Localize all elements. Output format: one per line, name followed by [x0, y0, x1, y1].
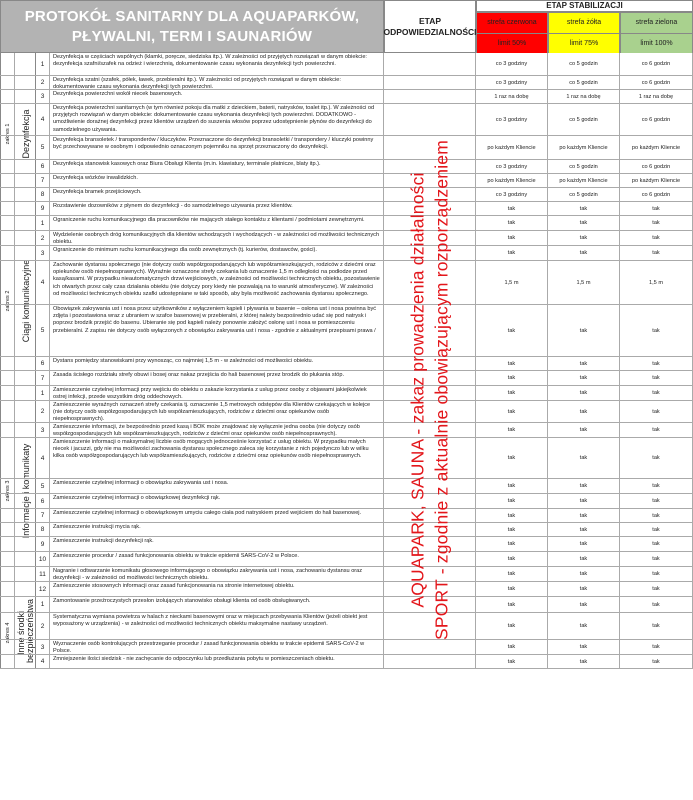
row-description: Wydzielenie osobnych dróg komunikacyjnych dla klientów wchodzących i wychodzących - w zależności od możliwości technicznych obiektu.: [50, 231, 384, 245]
row-number: 4: [36, 261, 50, 304]
row-number: 2: [36, 401, 50, 422]
group-name-label: Informacje i komunikaty: [20, 443, 31, 539]
row-value-red: po każdym Kliencie: [476, 136, 548, 159]
row-value-yellow: tak: [548, 523, 620, 536]
row-description: Dezynfekcja w częściach wspólnych (klamki, poręcze, siedziska itp.). W zależności od przyjętych rozwiązań w danym obiekcie: dezynfekcja szafni/szafek na odzież i wierzchnią, dokumentowanie czasu wykonania dezynfekcji tych powierzchni.: [50, 53, 384, 75]
row-etap-cell: [384, 582, 476, 596]
row-number: 5: [36, 305, 50, 356]
row-description: Zasada ścisłego rozdziału strefy obuwi i bosej oraz nakaz przejścia do hali basenowej przez brodzik do płukania stóp.: [50, 371, 384, 385]
row-value-green: co 6 godzin: [620, 53, 693, 75]
row-description: Zamieszczenie stosownych informacji oraz zasad funkcjonowania na stronie internetowej obiektu.: [50, 582, 384, 596]
row-value-green: co 6 godzin: [620, 104, 693, 135]
row-description: Obowiązek zakrywania ust i nosa przez użytkowników z wyłączeniem kąpieli i pływania w basenie – osłona ust i nosa powinna być zdjęta i pozostawiona wraz z ubraniem w szafce basenowej w przebieralni, z której należy bezpośrednio udać się pod natrysk i poprzez brodzik przejść do basenu. Ubieranie się pod kąpieli należy ponownie założyć osłonę ust i nosa w pomieszczeniu przebieralni. Z zapisu nie dotyczy osób wyłączonych z obowiązku zakrywania ust i nosa - zgodnie z aktualnymi przepisami prawa /: [50, 305, 384, 356]
row-value-red: tak: [476, 552, 548, 566]
row-value-yellow: tak: [548, 246, 620, 260]
row-number: 3: [36, 246, 50, 260]
table-row: [0, 613, 693, 640]
table-row: [0, 523, 693, 537]
row-etap-cell: [384, 231, 476, 245]
row-etap-cell: [384, 202, 476, 215]
table-row: [0, 76, 693, 90]
stamp-line-1: AQUAPARK, SAUNA - zakaz prowadzenia działalności: [407, 172, 428, 608]
row-value-yellow: tak: [548, 438, 620, 478]
row-value-green: tak: [620, 509, 693, 522]
row-value-red: co 3 godziny: [476, 104, 548, 135]
row-value-red: tak: [476, 202, 548, 215]
row-value-green: tak: [620, 613, 693, 639]
row-value-yellow: tak: [548, 613, 620, 639]
row-number: 2: [36, 231, 50, 245]
table-row: [0, 640, 693, 655]
row-etap-cell: [384, 136, 476, 159]
group-zakres-label: zakres 3: [4, 480, 11, 502]
row-value-green: tak: [620, 386, 693, 400]
row-value-green: co 6 godzin: [620, 188, 693, 201]
row-description: Rozstawienie dozowników z płynem do dezynfekcji - do samodzielnego używania przez klientów.: [50, 202, 384, 215]
row-value-green: tak: [620, 371, 693, 385]
row-etap-cell: [384, 386, 476, 400]
table-row: [0, 188, 693, 202]
table-row: [0, 216, 693, 231]
row-etap-cell: [384, 104, 476, 135]
table-row: [0, 160, 693, 174]
row-value-red: tak: [476, 537, 548, 551]
row-description: Dezynfekcja powierzchni wokół niecek basenowych.: [50, 90, 384, 103]
zone-red-limit: limit 50%: [477, 34, 547, 53]
row-value-yellow: po każdym Kliencie: [548, 174, 620, 187]
row-description: Zamieszczenie czytelnej informacji o obowiązku zakrywania ust i nosa.: [50, 479, 384, 493]
table-row: [0, 423, 693, 438]
table-row: [0, 104, 693, 136]
row-etap-cell: [384, 537, 476, 551]
row-value-yellow: tak: [548, 597, 620, 612]
zone-green-limit: limit 100%: [621, 34, 692, 53]
row-etap-cell: [384, 160, 476, 173]
row-value-green: tak: [620, 438, 693, 478]
row-value-red: tak: [476, 371, 548, 385]
group-zakres-label: zakres 2: [4, 290, 11, 311]
row-number: 5: [36, 136, 50, 159]
table-row: [0, 53, 693, 76]
row-number: 11: [36, 567, 50, 581]
row-description: Dezynfekcja powierzchni sanitarnych (w tym również pokoju dla matki z dzieckiem, baterii, natrysków, toalet itp.). W zależności od przyjętych rozwiązań w danym obiekcie: dokumentowanie czasu wykonania dezynfekcji tych powierzchni. DODATKOWO - umożliwienie dorażnej dezynfekcji przez klientów urządzeń do suszenia włosów poprzez udostępnienie płynów do dezynfekcji do samodzielnego używania.: [50, 104, 384, 135]
row-value-yellow: tak: [548, 202, 620, 215]
table-row: [0, 371, 693, 386]
row-value-green: po każdym Kliencie: [620, 174, 693, 187]
row-etap-cell: [384, 246, 476, 260]
table-row: [0, 537, 693, 552]
row-value-green: tak: [620, 423, 693, 437]
row-value-red: tak: [476, 246, 548, 260]
row-value-green: tak: [620, 357, 693, 370]
row-value-green: tak: [620, 582, 693, 596]
row-value-yellow: tak: [548, 552, 620, 566]
row-value-red: tak: [476, 438, 548, 478]
row-number: 1: [36, 597, 50, 612]
row-value-red: tak: [476, 582, 548, 596]
row-etap-cell: [384, 305, 476, 356]
row-description: Dezynfekcja szatni (szafek, półek, ławek, przebieralni itp.). W zależności od przyjętych rozwiązań w danym obiekcie: dokumentowanie czasu wykonania dezynfekcji tych powierzchni.: [50, 76, 384, 89]
row-number: 4: [36, 438, 50, 478]
row-value-green: co 6 godzin: [620, 76, 693, 89]
row-description: Zamieszczenie czytelnej informacji o obowiązkowej dezynfekcji rąk.: [50, 494, 384, 508]
row-etap-cell: [384, 53, 476, 75]
row-description: Zmniejszenie ilości siedzisk - nie zachęcanie do odpoczynku lub przedłużania pobytu w pomieszczeniach obiektu.: [50, 655, 384, 668]
row-value-red: tak: [476, 613, 548, 639]
row-value-yellow: 1,5 m: [548, 261, 620, 304]
row-number: 5: [36, 479, 50, 493]
row-value-green: tak: [620, 494, 693, 508]
table-row: [0, 567, 693, 582]
row-value-yellow: tak: [548, 640, 620, 654]
table-row: [0, 231, 693, 246]
row-etap-cell: [384, 597, 476, 612]
row-etap-cell: [384, 567, 476, 581]
zone-yellow-name: strefa żółta: [549, 13, 619, 34]
row-number: 2: [36, 613, 50, 639]
row-value-green: tak: [620, 401, 693, 422]
row-etap-cell: [384, 357, 476, 370]
row-value-red: tak: [476, 597, 548, 612]
row-number: 7: [36, 371, 50, 385]
row-description: Dezynfekcja wózków inwalidzkich.: [50, 174, 384, 187]
row-value-green: tak: [620, 552, 693, 566]
row-description: Ograniczenie ruchu komunikacyjnego dla pracowników nie mających stałego kontaktu z klientami / podmiotami zewnętrznymi.: [50, 216, 384, 230]
zone-red-header: [476, 12, 548, 53]
row-etap-cell: [384, 613, 476, 639]
stabilization-header: ETAP STABILIZACJI: [476, 0, 693, 12]
row-value-yellow: co 5 godzin: [548, 53, 620, 75]
row-value-green: 1 raz na dobę: [620, 90, 693, 103]
row-etap-cell: [384, 640, 476, 654]
row-value-red: 1 raz na dobę: [476, 90, 548, 103]
row-etap-cell: [384, 371, 476, 385]
row-value-yellow: tak: [548, 401, 620, 422]
row-etap-cell: [384, 509, 476, 522]
row-number: 6: [36, 160, 50, 173]
row-value-red: co 3 godziny: [476, 53, 548, 75]
table-row: [0, 90, 693, 104]
row-description: Dystans pomiędzy stanowiskami przy wynosząc, co najmniej 1,5 m - w zależności od możliwości obiektu.: [50, 357, 384, 370]
row-value-green: tak: [620, 640, 693, 654]
row-value-red: tak: [476, 640, 548, 654]
row-number: 1: [36, 216, 50, 230]
table-row: [0, 174, 693, 188]
row-value-green: tak: [620, 216, 693, 230]
row-etap-cell: [384, 523, 476, 536]
row-number: 12: [36, 582, 50, 596]
table-row: [0, 597, 693, 613]
row-number: 3: [36, 90, 50, 103]
row-value-red: 1,5 m: [476, 261, 548, 304]
row-number: 4: [36, 655, 50, 668]
table-row: [0, 438, 693, 479]
row-value-yellow: tak: [548, 357, 620, 370]
row-number: 6: [36, 357, 50, 370]
row-value-green: tak: [620, 479, 693, 493]
group-name-label: Dezynfekcja: [20, 109, 31, 159]
table-row: [0, 246, 693, 261]
row-description: Zamieszczenie wyraźnych oznaczeń strefy czekania tj. oznaczenie 1,5 metrowych odstępów dla Klientów czekających w kolejce (nie dotyczy osób współzgospodarujących lub współzamieszkujących, rodziców z dziećmi oraz opiekunów osób niepełnosprawnych).: [50, 401, 384, 422]
row-value-green: tak: [620, 537, 693, 551]
row-etap-cell: [384, 216, 476, 230]
row-description: Nagranie i odtwarzanie komunikatu głosowego informującego o obowiązku zakrywania ust i nosa, zachowaniu dystansu oraz dezynfekcji - w zależności od możliwości technicznych obiektu.: [50, 567, 384, 581]
row-description: Zachowanie dystansu społecznego (nie dotyczy osób współzgospodarujących lub współzamieszkujących, rodziców z dziećmi oraz opiekunów osób niepełnosprawnych). Wyraźnie oznaczone strefy czekania lub oznaczenie 1,5 m odległości na podłodze przed kasą/kasami. W przypadku nieautomatycznych drzwi wejściowych, w zależności od możliwości technicznych obiektu, pozostawienie ich otwartych przez cały czas działania obiektu (nie dotyczy pory kiedy nie pozwalają na to warunki atmosferyczne). W zależności od możliwości technicznych obiektu szafki udostępniane w taki sposób, aby była możliwość zachowania dystansu społecznego.: [50, 261, 384, 304]
row-value-yellow: tak: [548, 479, 620, 493]
row-value-green: 1,5 m: [620, 261, 693, 304]
row-description: Dezynfekcja stanowisk kasowych oraz Biura Obsługi Klienta (m.in. klawiatury, terminale płatnicze, blaty itp.).: [50, 160, 384, 173]
stamp-line-2: SPORT - zgodnie z aktualnie obowiązującym rozporządzeniem: [431, 139, 452, 641]
row-value-yellow: tak: [548, 509, 620, 522]
row-number: 6: [36, 494, 50, 508]
row-value-red: tak: [476, 231, 548, 245]
row-value-yellow: tak: [548, 655, 620, 668]
zone-yellow-limit: limit 75%: [549, 34, 619, 53]
row-etap-cell: [384, 90, 476, 103]
row-number: 8: [36, 523, 50, 536]
row-etap-cell: [384, 76, 476, 89]
row-number: 10: [36, 552, 50, 566]
row-number: 3: [36, 423, 50, 437]
row-description: Zamieszczenie instrukcji mycia rąk.: [50, 523, 384, 536]
row-value-yellow: tak: [548, 582, 620, 596]
row-description: Zamieszczenie informacji o maksymalnej liczbie osób mogących jednocześnie korzystać z usług obiektu. W przypadku małych niecek i jacuzzi, gdy nie ma możliwości zachowania dystansu społecznego zaleca się korzystanie z nich pojedynczo lub w wilku kilka osób współzgospodarujących lub współzamieszkujących, rodziców z dziećmi oraz opiekunów osób niepełnosprawnych.: [50, 438, 384, 478]
row-value-green: co 6 godzin: [620, 160, 693, 173]
row-value-yellow: 1 raz na dobę: [548, 90, 620, 103]
row-value-red: tak: [476, 567, 548, 581]
row-value-red: tak: [476, 523, 548, 536]
group-zakres-label: zakres 4: [4, 622, 11, 643]
table-row: [0, 494, 693, 509]
row-value-green: tak: [620, 305, 693, 356]
row-value-red: tak: [476, 305, 548, 356]
page-title: PROTOKÓŁ SANITARNY DLA AQUAPARKÓW, PŁYWALNI, TERM I SAUNARIÓW: [0, 0, 384, 53]
row-value-red: tak: [476, 357, 548, 370]
row-description: Systematyczna wymiana powietrza w halach z nieckami basenowymi oraz w miejscach przebywania Klientów (jeżeli obiekt jest wyposażony w urządzenia) - w zależności od możliwości technicznych obiektu maksymalne nastawy urządzeń.: [50, 613, 384, 639]
row-description: Dezynfekcja bransoletek / transponderów / kluczyków. Przeznaczone do dezynfekcji bransoletki / transpondery / kluczyki powinny być przechowywane w osobnym i odpowiednio oznaczonym pojemniku na sprzęt przeznaczony do dezynfekcji.: [50, 136, 384, 159]
row-value-yellow: tak: [548, 567, 620, 581]
row-description: Zamontowanie przeźroczystych przesłon izolujących stanowisko obsługi klienta od osób obsługiwanych.: [50, 597, 384, 612]
group-name-label: Inne środki bezpieczeństwa: [15, 598, 35, 663]
row-number: 9: [36, 202, 50, 215]
row-description: Zamieszczenie informacji, że bezpośrednio przed kasą i BOK może znajdować się wyłącznie jedna osoba (nie dotyczy osób współzgospodarujących lub współzamieszkujących, rodziców z dziećmi oraz opiekunów osób niepełnosprawnych).: [50, 423, 384, 437]
row-value-red: tak: [476, 401, 548, 422]
table-row: [0, 136, 693, 160]
table-row: [0, 401, 693, 423]
row-value-yellow: po każdym Kliencie: [548, 136, 620, 159]
table-row: [0, 582, 693, 597]
row-etap-cell: [384, 552, 476, 566]
table-row: [0, 261, 693, 305]
table-row: [0, 386, 693, 401]
row-etap-cell: [384, 479, 476, 493]
row-description: Dezynfekcja bramek przejściowych.: [50, 188, 384, 201]
row-number: 2: [36, 76, 50, 89]
row-description: Zamieszczenie czytelnej informacji przy wejściu do obiektu o zakazie korzystania z usług przez osoby z objawami jakiejkolwiek ostrej infekcji, przede wszystkim dróg oddechowych.: [50, 386, 384, 400]
row-value-red: po każdym Kliencie: [476, 174, 548, 187]
row-value-yellow: co 5 godzin: [548, 76, 620, 89]
row-value-red: co 3 godziny: [476, 76, 548, 89]
table-row: [0, 357, 693, 371]
table-row: [0, 305, 693, 357]
row-description: Zamieszczenie procedur / zasad funkcjonowania obiektu w trakcie epidemii SARS-CoV-2 w Polsce.: [50, 552, 384, 566]
row-etap-cell: [384, 655, 476, 668]
row-number: 8: [36, 188, 50, 201]
row-value-green: po każdym Kliencie: [620, 136, 693, 159]
row-value-red: tak: [476, 386, 548, 400]
row-description: Wyznaczenie osób kontrolujących przestrzeganie procedur / zasad funkcjonowania obiektu w trakcie epidemii SARS-CoV-2 w Polsce.: [50, 640, 384, 654]
table-row: [0, 509, 693, 523]
row-value-green: tak: [620, 523, 693, 536]
etap-column-header: ETAP ODPOWIEDZIALNOŚCI: [384, 0, 476, 53]
row-description: Zamieszczenie czytelnej informacji o obowiązkowym umyciu całego ciała pod natryskiem przed wejściem do hali basenowej.: [50, 509, 384, 522]
row-etap-cell: [384, 261, 476, 304]
row-number: 1: [36, 53, 50, 75]
table-row: [0, 655, 693, 669]
row-value-yellow: tak: [548, 537, 620, 551]
table-row: [0, 552, 693, 567]
row-value-red: co 3 godziny: [476, 188, 548, 201]
row-value-yellow: co 5 godzin: [548, 160, 620, 173]
row-etap-cell: [384, 494, 476, 508]
row-value-red: tak: [476, 479, 548, 493]
row-value-green: tak: [620, 231, 693, 245]
zone-green-header: [620, 12, 693, 53]
row-value-red: tak: [476, 423, 548, 437]
row-number: 4: [36, 104, 50, 135]
row-description: Ograniczenie do minimum ruchu komunikacyjnego dla osób zewnętrznych (tj. kurierów, dostawców, gości).: [50, 246, 384, 260]
row-number: 7: [36, 509, 50, 522]
group-name-label: Ciągi komunikacyjne: [20, 259, 31, 342]
row-value-yellow: tak: [548, 231, 620, 245]
row-value-yellow: co 5 godzin: [548, 188, 620, 201]
row-value-yellow: tak: [548, 305, 620, 356]
row-value-red: tak: [476, 494, 548, 508]
row-value-yellow: tak: [548, 386, 620, 400]
row-value-green: tak: [620, 597, 693, 612]
row-value-green: tak: [620, 655, 693, 668]
row-etap-cell: [384, 188, 476, 201]
row-number: 3: [36, 640, 50, 654]
row-etap-cell: [384, 401, 476, 422]
row-value-green: tak: [620, 567, 693, 581]
row-value-red: tak: [476, 216, 548, 230]
row-value-yellow: co 5 godzin: [548, 104, 620, 135]
row-etap-cell: [384, 174, 476, 187]
row-value-yellow: tak: [548, 423, 620, 437]
row-number: 7: [36, 174, 50, 187]
group-zakres-label: zakres 1: [4, 123, 11, 145]
row-description: Zamieszczenie instrukcji dezynfekcji rąk.: [50, 537, 384, 551]
row-number: 1: [36, 386, 50, 400]
row-value-green: tak: [620, 246, 693, 260]
row-value-red: tak: [476, 509, 548, 522]
table-row: [0, 202, 693, 216]
row-number: 9: [36, 537, 50, 551]
row-etap-cell: [384, 423, 476, 437]
row-value-yellow: tak: [548, 216, 620, 230]
row-value-yellow: tak: [548, 494, 620, 508]
row-etap-cell: [384, 438, 476, 478]
zone-yellow-header: [548, 12, 620, 53]
row-value-red: co 3 godziny: [476, 160, 548, 173]
row-value-red: tak: [476, 655, 548, 668]
table-row: [0, 479, 693, 494]
row-value-green: tak: [620, 202, 693, 215]
zone-green-name: strefa zielona: [621, 13, 692, 34]
zone-red-name: strefa czerwona: [477, 13, 547, 34]
row-value-yellow: tak: [548, 371, 620, 385]
